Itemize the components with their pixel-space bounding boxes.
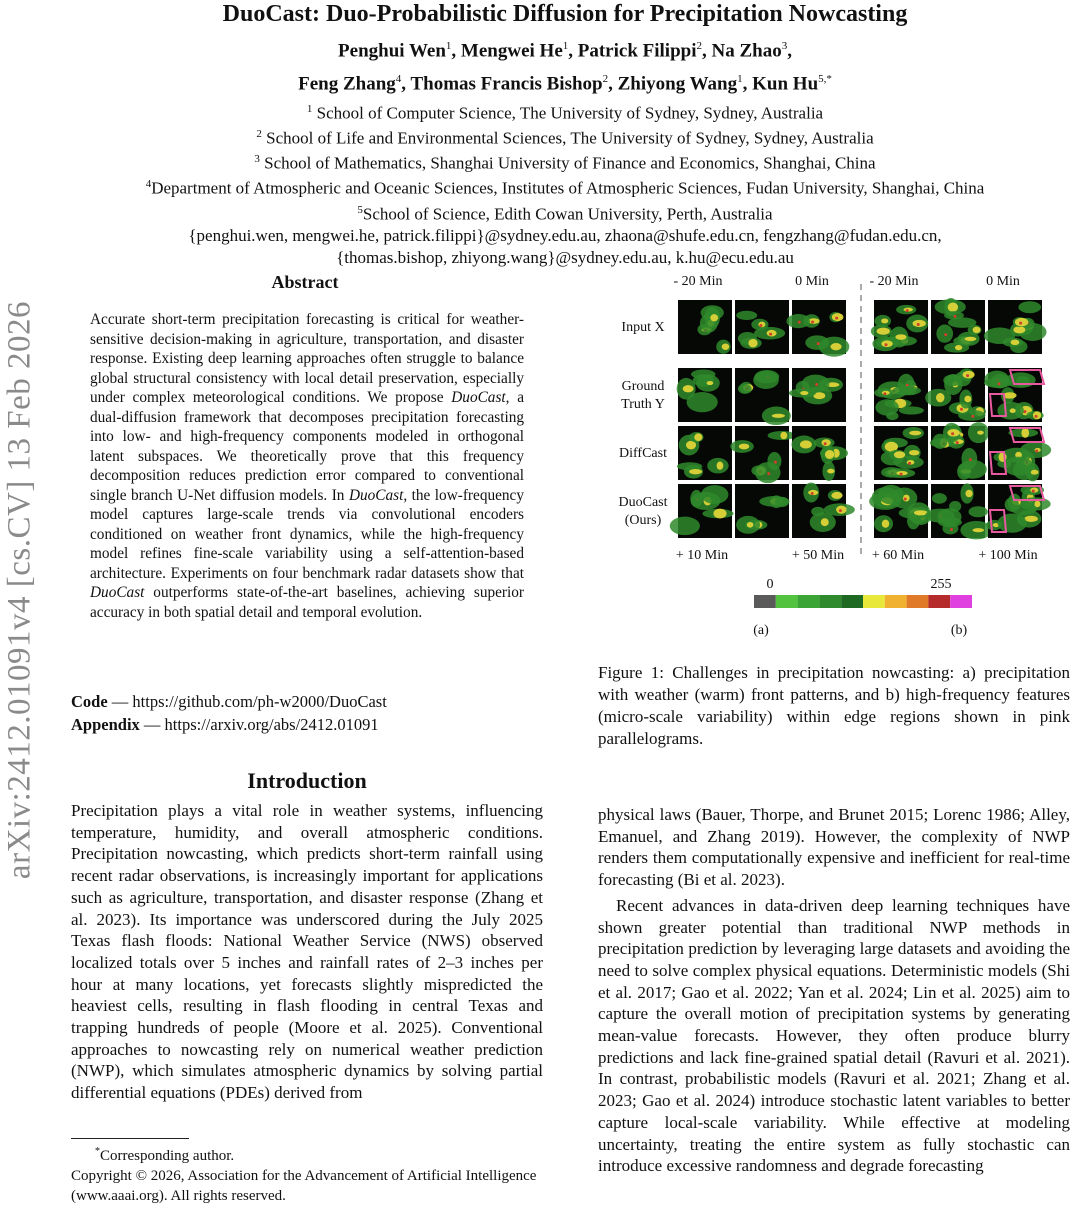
precip-echo-core: [769, 333, 772, 336]
time-label: 0 Min: [795, 274, 829, 289]
email-line: {thomas.bishop, zhiyong.wang}@sydney.edu.au, k.hu@ecu.edu.au: [336, 247, 794, 267]
precip-echo-strong: [973, 327, 981, 333]
precip-echo-strong: [780, 432, 787, 439]
precip-echo: [701, 485, 728, 504]
precip-echo-strong: [1034, 501, 1040, 508]
precip-echo-strong: [722, 343, 730, 350]
abstract-text: Accurate short-term precipitation forecasting is critical for weather-sensitive decision-making in agriculture, transportation, and disaster response. Existing deep learning approaches often struggle to balance global structural consistency with local detail preservation, especially under complex meteorological conditions. We propose DuoCast, a dual-diffusion framework that decomposes precipitation forecasting into low- and high-frequency components modeled in orthogonal latent subspaces. We theoretically prove that this frequency decomposition reduces prediction error compared to conventional single branch U-Net diffusion models. In DuoCast, the low-frequency model captures large-scale trends via convolutional encoders conditioned on weather front dynamics, while the high-frequency model refines fine-scale variability using a self-attention-based architecture. Experiments on four benchmark radar datasets show that DuoCast outperforms state-of-the-art baselines, achieving superior accuracy in both spatial detail and temporal evolution.: [90, 311, 524, 621]
colorbar-swatch: [776, 595, 798, 608]
paper-title: DuoCast: Duo-Probabilistic Diffusion for Precipitation Nowcasting: [222, 1, 908, 27]
precip-echo: [878, 485, 904, 504]
precip-echo-core: [759, 324, 762, 327]
precip-echo-core: [906, 309, 909, 312]
precip-echo-core: [1035, 415, 1038, 418]
precip-echo-core: [883, 392, 886, 395]
precip-echo: [998, 513, 1027, 532]
precip-echo-strong: [713, 509, 726, 519]
precip-echo-strong: [827, 469, 834, 474]
precip-echo-core: [954, 315, 957, 318]
footnote: [71, 1138, 543, 1206]
precip-echo-strong: [965, 337, 977, 341]
colorbar-swatch: [950, 595, 972, 608]
colorbar-swatch: [863, 595, 885, 608]
email-line: {penghui.wen, mengwei.he, patrick.filippi}@sydney.edu.au, zhaona@shufe.edu.cn, fengzhang@fudan.edu.cn,: [188, 225, 942, 245]
precip-echo-strong: [965, 490, 972, 497]
precip-echo-core: [951, 432, 954, 435]
appendix-link[interactable]: https://arxiv.org/abs/2412.01091: [164, 715, 379, 734]
precip-echo: [1018, 301, 1041, 313]
affiliation-line: $^2$ School of Life and Environmental Sciences, The University of Sydney, Sydney, Australia: [256, 127, 874, 148]
precip-echo-strong: [1011, 340, 1020, 345]
author-name: Feng Zhang: [298, 73, 396, 95]
copyright-note: Copyright © 2026, Association for the Advancement of Artificial Intelligence (www.aaai.org). All rights reserved.: [71, 1168, 537, 1204]
precip-echo: [736, 311, 757, 320]
precip-echo-strong: [830, 343, 841, 350]
precip-echo-strong: [936, 393, 944, 402]
precip-echo-core: [811, 492, 814, 495]
precip-echo-core: [904, 498, 907, 501]
precip-echo-strong: [955, 345, 962, 350]
precip-echo-core: [767, 472, 770, 475]
colorbar-swatch: [798, 595, 820, 608]
row-label: Truth Y: [621, 397, 665, 412]
precip-echo-strong: [689, 469, 702, 474]
precip-echo-core: [908, 462, 911, 465]
colorbar-min-label: 0: [766, 577, 774, 592]
row-label: Ground: [621, 379, 665, 394]
arxiv-sidebar: [0, 240, 40, 940]
paragraph: physical laws (Bauer, Thorpe, and Brunet 2015; Lorenc 1986; Alley, Emanuel, and Zhang 2019). However, the complexity of NWP renders them computationally expensive and inefficient for real-time forecasting (Bi et al. 2023).: [598, 805, 1070, 890]
precip-echo-strong: [683, 385, 694, 392]
abstract-heading: Abstract: [271, 272, 339, 292]
precip-echo: [670, 517, 700, 536]
code-label: Code: [71, 692, 108, 711]
time-label: + 10 Min: [675, 548, 729, 563]
precip-echo-core: [1019, 322, 1022, 325]
precip-echo: [886, 412, 898, 420]
precip-echo-core: [811, 321, 814, 324]
authors-line-2: Feng Zhang$^4$, Thomas Francis Bishop$^2$, Zhiyong Wang$^1$, Kun $Hu^{5,*}$: [298, 73, 832, 95]
links-block: [71, 690, 541, 736]
colorbar-max-label: 255: [930, 577, 952, 592]
precip-echo-strong: [831, 492, 842, 499]
precip-echo: [1003, 457, 1033, 476]
paper-header: [60, 0, 1070, 268]
precip-echo-strong: [909, 450, 919, 455]
precip-echo: [937, 508, 961, 525]
precip-echo: [969, 506, 988, 517]
precip-echo-strong: [894, 451, 905, 458]
row-label: DiffCast: [619, 446, 667, 461]
precip-echo-strong: [882, 520, 889, 528]
precip-echo-strong: [909, 431, 921, 436]
precip-echo-strong: [772, 414, 785, 418]
arxiv-id: arXiv:2412.01091v4 [cs.CV] 13 Feb 2026: [1, 300, 38, 880]
affiliation-line: $^4$Department of Atmospheric and Oceanic Sciences, Institutes of Atmospheric Sciences, Fudan University, Shanghai, China: [145, 178, 985, 199]
precip-echo-strong: [948, 302, 958, 311]
author-name: Penghui Wen: [338, 40, 446, 62]
introduction-left-column: Precipitation plays a vital role in weather systems, influencing temperature, humidity, and overall atmospheric conditions. Precipitation nowcasting, which predicts short-term rainfall using recent radar observations, is increasingly important for applications such as agriculture, transportation, and disaster response (Zhang et al. 2023). Its importance was underscored during the July 2025 Texas flash floods: National Weather Service (NWS) observed localized totals over 5 inches and rainfall rates of 2–3 inches per hour at many locations, yet forecasts slightly mispredicted the heaviest cells, resulting in flash flooding in central Texas and trapping hundreds of people (Moore et al. 2025). Conventional approaches to nowcasting rely on numerical weather prediction (NWP), which simulates atmospheric dynamics by solving partial differential equations (PDEs) derived from: [71, 801, 543, 1103]
affiliation-line: $^1$ School of Computer Science, The University of Sydney, Sydney, Australia: [306, 102, 824, 123]
author-name: Thomas Francis Bishop: [410, 73, 603, 95]
footnote-rule: [71, 1138, 189, 1139]
emails: [60, 225, 1070, 268]
author-affiliation-mark: 1: [737, 73, 743, 86]
precip-echo-core: [835, 317, 838, 320]
precip-echo-strong: [694, 433, 702, 441]
precip-echo-strong: [717, 461, 724, 469]
time-label: - 20 Min: [869, 274, 919, 289]
figure-caption: Figure 1: Challenges in precipitation nowcasting: a) precipitation with weather (warm) front patterns, and b) high-frequency features (micro-scale variability) within edge regions shown in pink parallelograms.: [598, 663, 1070, 748]
precip-echo: [691, 369, 715, 378]
author-name: Kun Hu: [752, 73, 819, 95]
affiliation-line: $^3$ School of Mathematics, Shanghai University of Finance and Economics, Shanghai, China: [254, 153, 876, 173]
precip-echo: [932, 434, 947, 449]
precip-echo: [932, 493, 947, 503]
precip-echo-core: [969, 458, 972, 461]
author-affiliation-mark: 3: [781, 40, 788, 52]
precip-echo: [738, 384, 752, 394]
author-affiliation-mark: 1: [562, 40, 569, 52]
colorbar-swatch: [885, 595, 907, 608]
precip-echo-strong: [747, 522, 754, 528]
precip-echo: [1005, 372, 1035, 387]
time-label: 0 Min: [986, 274, 1020, 289]
precip-echo-strong: [800, 440, 812, 448]
precip-echo-strong: [895, 334, 906, 340]
precip-echo-core: [917, 323, 920, 326]
precip-echo-core: [1032, 490, 1035, 493]
affiliation-line: $^5$School of Science, Edith Cowan University, Perth, Australia: [357, 203, 773, 224]
precip-echo-strong: [800, 391, 808, 395]
precip-echo-strong: [1013, 326, 1025, 333]
precip-echo-core: [971, 415, 974, 418]
precip-echo-core: [1035, 449, 1038, 452]
colorbar-swatch: [754, 595, 776, 608]
precip-echo-strong: [881, 318, 888, 323]
panel-b-label: (b): [950, 623, 968, 638]
precip-echo-core: [944, 333, 947, 336]
precip-echo-strong: [964, 396, 971, 403]
precip-echo: [943, 374, 962, 386]
precip-echo-core: [900, 473, 903, 476]
code-link[interactable]: https://github.com/ph-w2000/DuoCast: [132, 692, 387, 711]
precip-echo-strong: [707, 381, 714, 385]
author-name: Mengwei He: [460, 40, 563, 62]
precip-echo-core: [956, 441, 959, 444]
precip-echo-strong: [821, 518, 829, 526]
precip-echo-core: [960, 408, 963, 411]
precip-echo-core: [839, 509, 842, 512]
authors-line-1: Penghui Wen$^1$, Mengwei He$^1$, Patrick Filippi$^2$, Na Zhao$^3$,: [338, 40, 792, 62]
introduction-heading: Introduction: [247, 768, 367, 793]
figure-graphic: [598, 264, 1070, 644]
colorbar-swatch: [928, 595, 950, 608]
precip-echo-core: [950, 528, 953, 531]
precip-echo-strong: [825, 450, 834, 459]
time-label: + 100 Min: [978, 548, 1038, 563]
precip-echo: [811, 507, 825, 517]
precip-echo: [899, 406, 924, 414]
colorbar-swatch: [841, 595, 863, 608]
time-label: + 50 Min: [791, 548, 845, 563]
precip-echo-strong: [977, 431, 984, 435]
row-label: (Ours): [624, 513, 662, 528]
corresponding-note: *Corresponding author.: [95, 1146, 235, 1164]
precip-echo-strong: [1021, 428, 1029, 438]
time-label: + 60 Min: [871, 548, 925, 563]
row-label: DuoCast: [618, 495, 668, 510]
author-affiliation-mark: 2: [602, 73, 609, 86]
precip-echo: [687, 392, 718, 412]
precip-echo-core: [798, 321, 801, 324]
paragraph: Recent advances in data-driven deep learning techniques have shown greater potential than traditional NWP methods in precipitation prediction by leveraging large datasets and avoiding the need to solve complex physical equations. Deterministic models (Shi et al. 2017; Gao et al. 2022; Yan et al. 2024; Lin et al. 2025) aim to capture the overall motion of precipitation systems by generating mean-value forecasts. However, they often produce blurry predictions and lack fine-grained spatial detail (Ravuri et al. 2021). In contrast, probabilistic models (Ravuri et al. 2021; Zhang et al. 2023; Gao et al. 2024) introduce stochastic latent variables to better capture local-scale variability. While effective at modeling uncertainty, treating the entire system as fully stochastic can introduce excessive randomness and degrade forecasting: [598, 895, 1070, 1176]
precip-echo-strong: [710, 314, 718, 321]
author-name: Patrick Filippi: [577, 40, 697, 62]
precip-echo-core: [885, 343, 888, 346]
precip-echo-strong: [973, 528, 985, 532]
author-affiliation-mark: 4: [395, 73, 402, 86]
appendix-label: Appendix: [71, 715, 140, 734]
precip-echo-strong: [748, 339, 757, 348]
precip-echo: [775, 497, 789, 507]
precip-echo-core: [817, 342, 820, 345]
introduction-right-column: [598, 804, 1070, 1177]
author-affiliation-mark: 5,*: [818, 73, 832, 86]
figure-1: [598, 264, 1070, 644]
author-affiliation-mark: 2: [696, 40, 702, 52]
precip-echo-core: [815, 383, 818, 386]
precip-echo-core: [998, 382, 1001, 385]
precip-echo: [892, 386, 921, 395]
precip-echo-core: [774, 461, 777, 464]
panel-a-label: (a): [753, 623, 769, 638]
author-name: Zhiyong Wang: [617, 73, 738, 95]
precip-echo-strong: [877, 328, 890, 335]
author-name: Na Zhao: [711, 40, 782, 62]
colorbar-swatch: [907, 595, 929, 608]
precip-echo-core: [966, 374, 969, 377]
precip-echo-strong: [739, 444, 750, 450]
appendix-link-row: Appendix — https://arxiv.org/abs/2412.01091: [71, 715, 379, 734]
precip-echo: [753, 371, 779, 389]
time-label: - 20 Min: [673, 274, 723, 289]
precip-echo-core: [824, 442, 827, 445]
precip-echo-strong: [1010, 408, 1016, 413]
code-link-row: Code — https://github.com/ph-w2000/DuoCast: [71, 692, 387, 711]
colorbar-swatch: [819, 595, 841, 608]
affiliations: [60, 99, 1070, 225]
author-affiliation-mark: 1: [445, 40, 452, 52]
row-label: Input X: [621, 320, 665, 335]
